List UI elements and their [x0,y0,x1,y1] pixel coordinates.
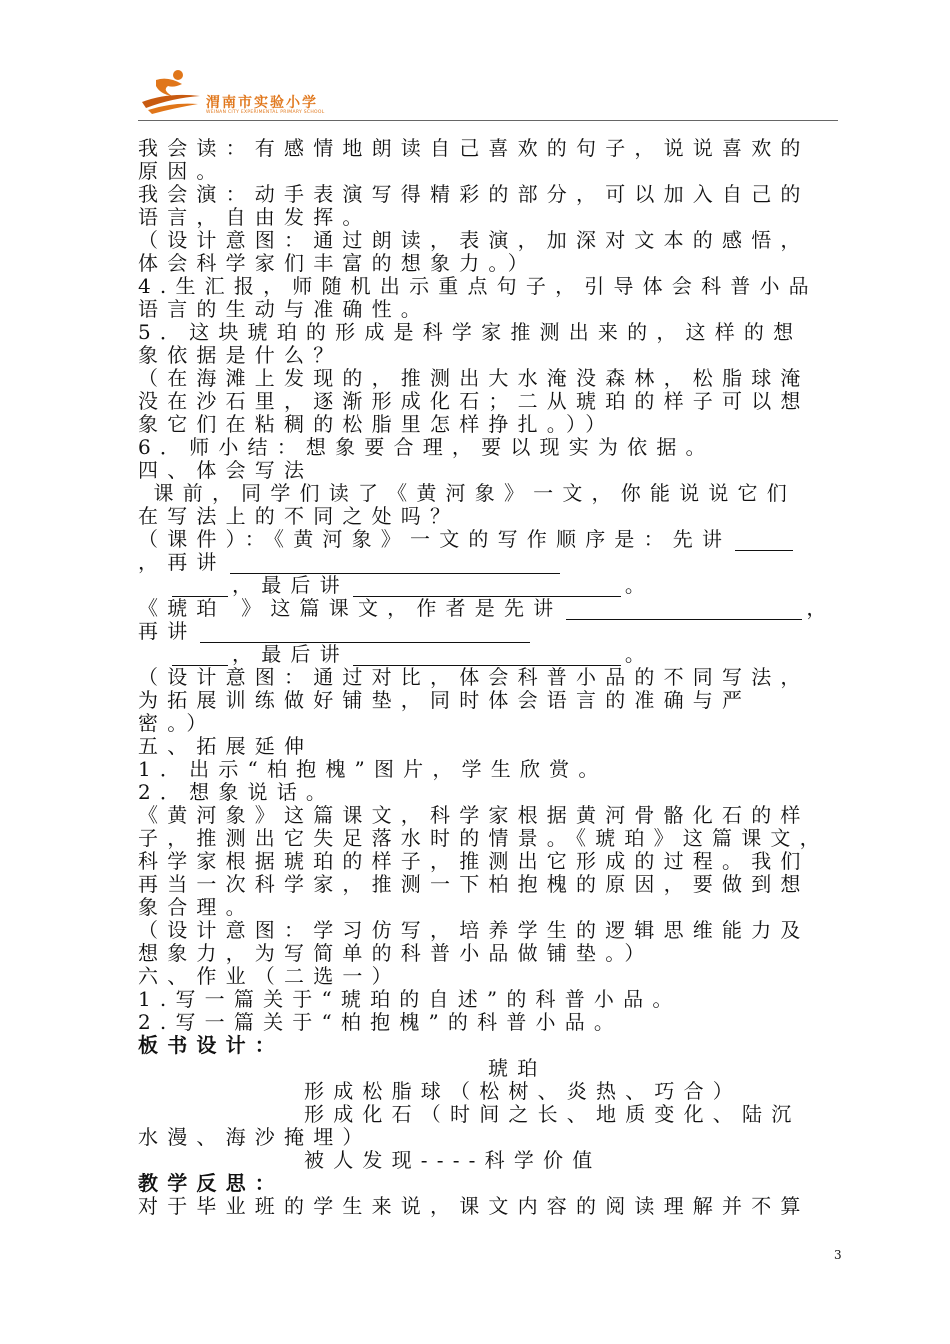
answer-blank [353,576,621,597]
answer-blank [353,645,621,666]
text-line: 再当一次科学家，推测一下柏抱槐的原因，要做到想 [138,872,810,896]
text-line: 象依据是什么？ [138,343,343,367]
text-line: 密。） [138,711,216,735]
page-number: 3 [834,1248,842,1262]
text-line: 4.生汇报，师随机出示重点句子，引导体会科普小品 [138,274,818,298]
answer-blank [172,645,228,666]
text-line: 原因。 [138,159,226,183]
text-line: 语言，自由发挥。 [138,205,372,229]
text-line: 我会演：动手表演写得精彩的部分，可以加入自己的 [138,182,810,206]
fill-in-text: 。 [624,642,655,666]
school-logo [138,66,338,120]
answer-blank [172,576,228,597]
fill-in-text: 。 [624,573,655,597]
section-heading: 四、体会写法 [138,458,314,482]
board-title: 琥珀 [488,1056,547,1080]
school-name-en: WEINAN CITY EXPERIMENTAL PRIMARY SCHOOL [206,110,325,115]
fill-in-text: ，最后讲 [232,573,349,597]
text-line: （在海滩上发现的，推测出大水淹没森林，松脂球淹 [138,366,810,390]
fill-in-text: ， [806,596,836,620]
page-header [138,62,838,121]
text-line: 1.写一篇关于“琥珀的自述”的科普小品。 [138,987,682,1011]
text-line: （设计意图：通过对比，体会科普小品的不同写法， [138,665,810,689]
text-line: 2．想象说话。 [138,780,336,804]
fill-in-line [138,620,838,643]
answer-blank [566,599,802,620]
text-line: 没在沙石里，逐渐形成化石；二从琥珀的样子可以想 [138,389,810,413]
document-body [138,137,838,1218]
fill-in-text: ，最后讲 [232,642,349,666]
text-line: 1．出示“柏抱槐”图片，学生欣赏。 [138,757,608,781]
fill-in-line [138,551,838,574]
board-line: 形成化石（时间之长、地质变化、陆沉 [304,1102,801,1126]
board-design-heading: 板书设计： [138,1033,284,1057]
reflection-heading: 教学反思： [138,1171,284,1195]
fill-in-line [138,643,838,666]
fill-in-text: ，再讲 [138,550,226,574]
section-heading: 五、拓展延伸 [138,734,314,758]
board-line: 被人发现----科学价值 [304,1148,602,1172]
answer-blank [735,530,793,551]
text-line: 在写法上的不同之处吗？ [138,504,460,528]
text-line: 语言的生动与准确性。 [138,297,430,321]
text-line: 象它们在粘稠的松脂里怎样挣扎。）） [138,412,615,436]
text-line: 象合理。 [138,895,255,919]
text-line: 体会科学家们丰富的想象力。） [138,251,537,275]
text-line: 《黄河象》这篇课文，科学家根据黄河骨骼化石的样 [138,803,810,827]
text-line: （设计意图：学习仿写，培养学生的逻辑思维能力及 [138,918,810,942]
text-line: 想象力，为写简单的科普小品做铺垫。） [138,941,654,965]
fill-in-line [138,574,838,597]
text-line: （设计意图：通过朗读，表演，加深对文本的感悟， [138,228,810,252]
fill-in-line [138,528,838,551]
runner-logo-icon [138,66,204,116]
section-heading: 六、作业（二选一） [138,964,401,988]
answer-blank [200,622,530,643]
school-name: 渭南市实验小学 [206,95,318,111]
answer-blank [230,553,560,574]
text-line: 科学家根据琥珀的样子，推测出它形成的过程。我们 [138,849,810,873]
fill-in-line [138,597,838,620]
text-line: 子，推测出它失足落水时的情景。《琥珀》这篇课文， [138,826,829,850]
text-line: 6．师小结：想象要合理，要以现实为依据。 [138,435,715,459]
board-line: 水漫、海沙掩埋） [138,1125,372,1149]
text-line: 我会读：有感情地朗读自己喜欢的句子，说说喜欢的 [138,136,810,160]
text-line: 为拓展训练做好铺垫，同时体会语言的准确与严 [138,688,752,712]
text-line: 课前，同学们读了《黄河象》一文，你能说说它们 [138,481,796,505]
text-line: 2.写一篇关于“柏抱槐”的科普小品。 [138,1010,624,1034]
fill-in-text: 再讲 [138,619,197,643]
fill-in-text: 《琥珀 》这篇课文，作者是先讲 [138,596,563,620]
text-line: 对于毕业班的学生来说，课文内容的阅读理解并不算 [138,1194,810,1218]
fill-in-text: （课件）：《黄河象》一文的写作顺序是：先讲 [138,527,732,551]
text-line: 5．这块琥珀的形成是科学家推测出来的，这样的想 [138,320,803,344]
board-line: 形成松脂球（松树、炎热、巧合） [304,1079,742,1103]
